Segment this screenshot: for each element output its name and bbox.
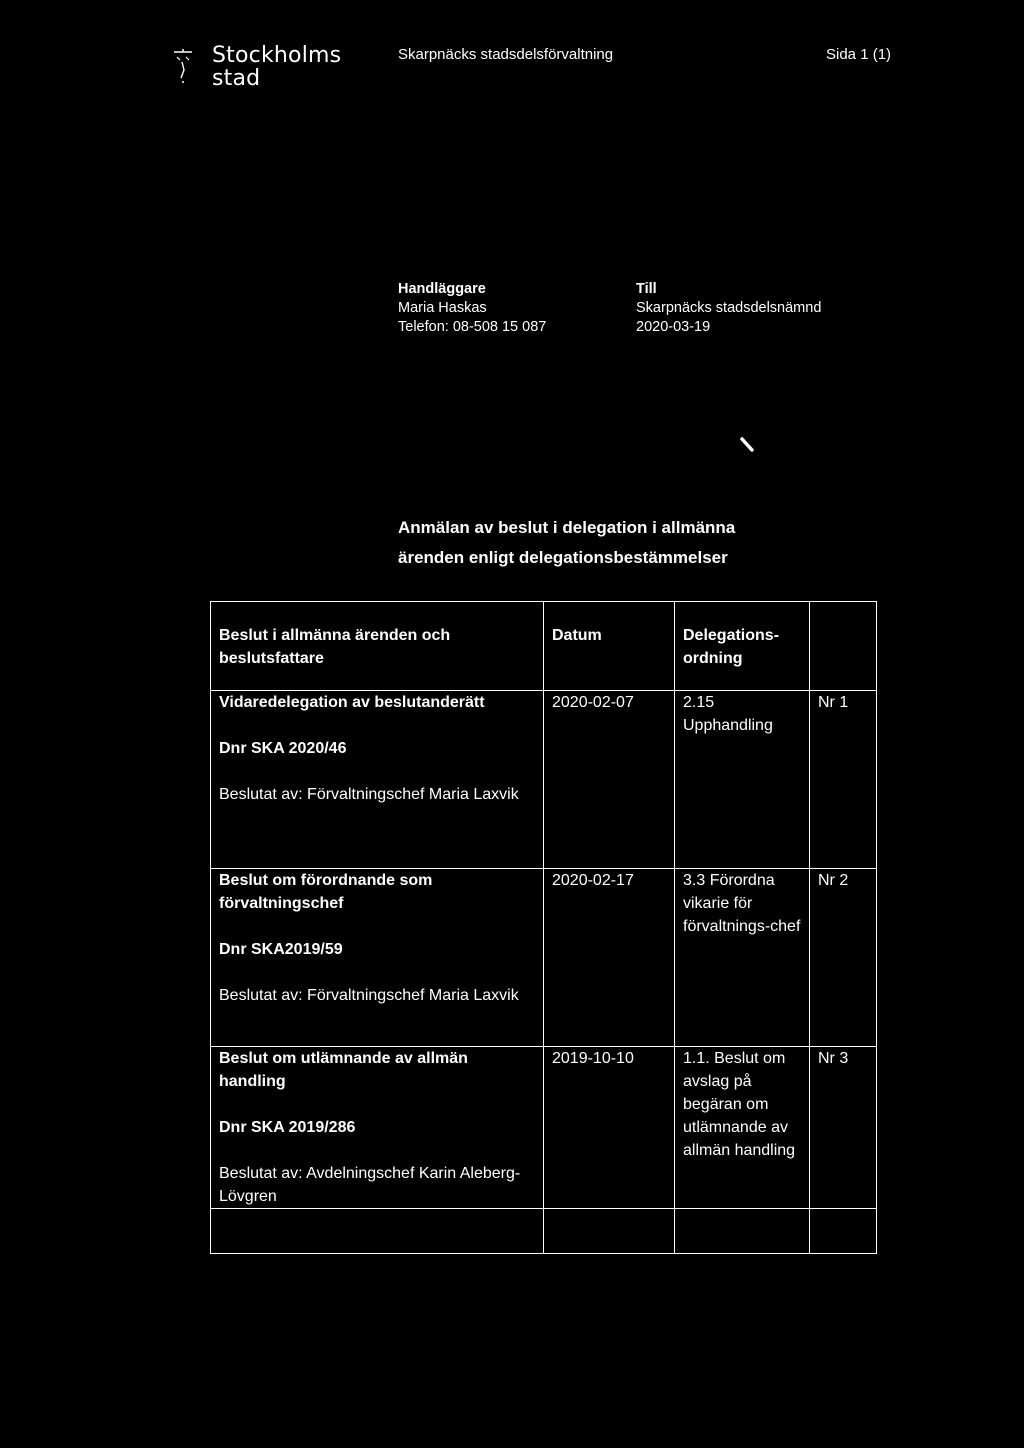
- decided-by: Beslutat av: Förvaltningschef Maria Laxvik: [219, 786, 519, 803]
- table-row-empty: [211, 1209, 877, 1254]
- table-row: [211, 869, 877, 1047]
- decisions-table: [210, 601, 877, 1254]
- decision-cell: [211, 1047, 544, 1209]
- decided-by: Beslutat av: Förvaltningschef Maria Laxvik: [219, 987, 519, 1004]
- recipient-block: [636, 280, 821, 337]
- header-decision: Beslut i allmänna ärenden och beslutsfattare: [211, 602, 544, 691]
- header-delegation: Delegations-ordning: [675, 602, 810, 691]
- document-subject: [398, 513, 735, 573]
- decided-by: Beslutat av: Avdelningschef Karin Aleberg-Lövgren: [219, 1165, 521, 1205]
- case-number: Dnr SKA2019/59: [219, 941, 343, 958]
- table-row: [211, 1047, 877, 1209]
- delegation-cell: 2.15 Upphandling: [675, 691, 810, 869]
- date-cell: 2019-10-10: [544, 1047, 675, 1209]
- date-cell: 2020-02-07: [544, 691, 675, 869]
- organization-name: Skarpnäcks stadsdelsförvaltning: [398, 46, 614, 63]
- header-nr: [810, 602, 877, 691]
- nr-cell: Nr 3: [810, 1047, 877, 1209]
- logo-text-line2: stad: [212, 66, 261, 91]
- empty-cell: [544, 1209, 675, 1254]
- handler-phone: Telefon: 08-508 15 087: [398, 319, 547, 335]
- handler-label: Handläggare: [398, 281, 486, 297]
- decision-title: Beslut om utlämnande av allmän handling: [219, 1050, 468, 1090]
- nr-cell: Nr 2: [810, 869, 877, 1047]
- decision-cell: [211, 691, 544, 869]
- case-number: Dnr SKA 2020/46: [219, 740, 347, 757]
- handler-block: [398, 280, 546, 337]
- empty-cell: [675, 1209, 810, 1254]
- logo-text-line1: Stockholms: [212, 43, 342, 68]
- empty-cell: [211, 1209, 544, 1254]
- date-cell: 2020-02-17: [544, 869, 675, 1047]
- recipient-name: Skarpnäcks stadsdelsnämnd: [636, 300, 822, 316]
- table-header-row: [211, 602, 877, 691]
- recipient-label: Till: [636, 281, 657, 297]
- document-date: 2020-03-19: [636, 319, 711, 335]
- delegation-cell: 3.3 Förordna vikarie för förvaltnings-chef: [675, 869, 810, 1047]
- stockholms-stad-logo: [168, 44, 341, 90]
- decision-title: Beslut om förordnande som förvaltningschef: [219, 872, 433, 912]
- header-date: Datum: [544, 602, 675, 691]
- table-row: [211, 691, 877, 869]
- decision-cell: [211, 869, 544, 1047]
- city-crest-icon: [168, 48, 198, 88]
- nr-cell: Nr 1: [810, 691, 877, 869]
- case-number: Dnr SKA 2019/286: [219, 1119, 356, 1136]
- empty-cell: [810, 1209, 877, 1254]
- page-number: Sida 1 (1): [826, 46, 892, 63]
- subject-line-2: ärenden enligt delegationsbestämmelser: [398, 548, 728, 567]
- handler-name: Maria Haskas: [398, 300, 487, 316]
- subject-line-1: Anmälan av beslut i delegation i allmänna: [398, 518, 736, 537]
- delegation-cell: 1.1. Beslut om avslag på begäran om utlämnande av allmän handling: [675, 1047, 810, 1209]
- decision-title: Vidaredelegation av beslutanderätt: [219, 694, 485, 711]
- pen-mark-icon: [740, 437, 754, 453]
